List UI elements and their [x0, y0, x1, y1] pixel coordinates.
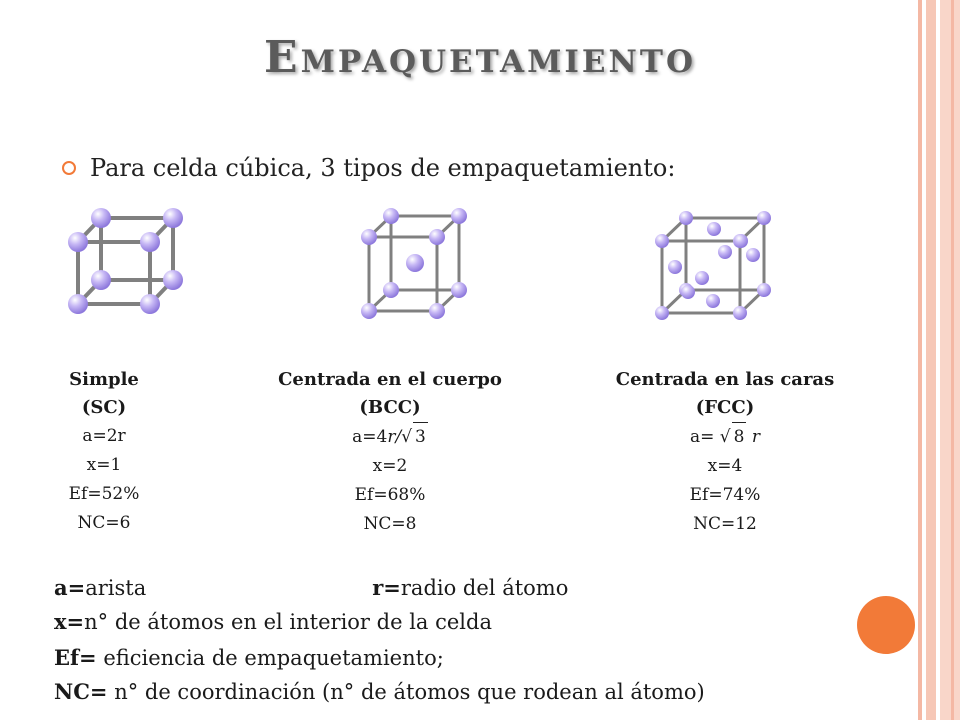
legend-line-x: x=n° de átomos en el interior de la celda	[54, 609, 492, 634]
sc-cube-illustration	[58, 205, 198, 325]
coordination-number: NC=8	[363, 514, 417, 534]
efficiency: Ef=74%	[689, 485, 761, 505]
sc-column	[34, 366, 174, 538]
bullet-icon	[62, 161, 76, 175]
efficiency: Ef=68%	[354, 485, 426, 505]
column-title: Centrada en el cuerpo	[278, 369, 502, 390]
bullet-text: Para celda cúbica, 3 tipos de empaquetamiento:	[90, 154, 676, 182]
decor-stripe	[926, 0, 936, 720]
legend-line-ef: Ef= eficiencia de empaquetamiento;	[54, 645, 444, 670]
edge-formula: a=2r	[82, 426, 126, 446]
column-title: Simple	[69, 369, 139, 390]
decor-circle	[857, 596, 915, 654]
bcc-cube-illustration	[357, 205, 477, 325]
bullet-item	[62, 154, 675, 182]
legend-line-a-r: a=arista r=radio del átomo	[54, 575, 569, 600]
decor-stripe	[940, 0, 960, 720]
legend-line-nc: NC= n° de coordinación (n° de átomos que rodean al átomo)	[54, 679, 705, 704]
column-title: Centrada en las caras	[615, 369, 835, 390]
bcc-column	[240, 366, 540, 539]
edge-formula: a=4r/√ 3	[240, 422, 540, 452]
column-abbr: (BCC)	[359, 397, 421, 418]
atoms-count: x=1	[86, 455, 122, 475]
coordination-number: NC=6	[77, 513, 131, 533]
atoms-count: x=2	[372, 456, 408, 476]
fcc-column	[580, 366, 870, 539]
efficiency: Ef=52%	[68, 484, 140, 504]
column-abbr: (FCC)	[695, 397, 755, 418]
decor-stripe	[951, 0, 954, 720]
coordination-number: NC=12	[693, 514, 757, 534]
edge-formula: a= √ 8 r	[580, 422, 870, 452]
atoms-count: x=4	[707, 456, 743, 476]
slide-title: Empaquetamiento	[264, 32, 696, 83]
fcc-cube-illustration	[650, 205, 780, 325]
decor-stripe	[918, 0, 922, 720]
column-abbr: (SC)	[81, 397, 127, 418]
